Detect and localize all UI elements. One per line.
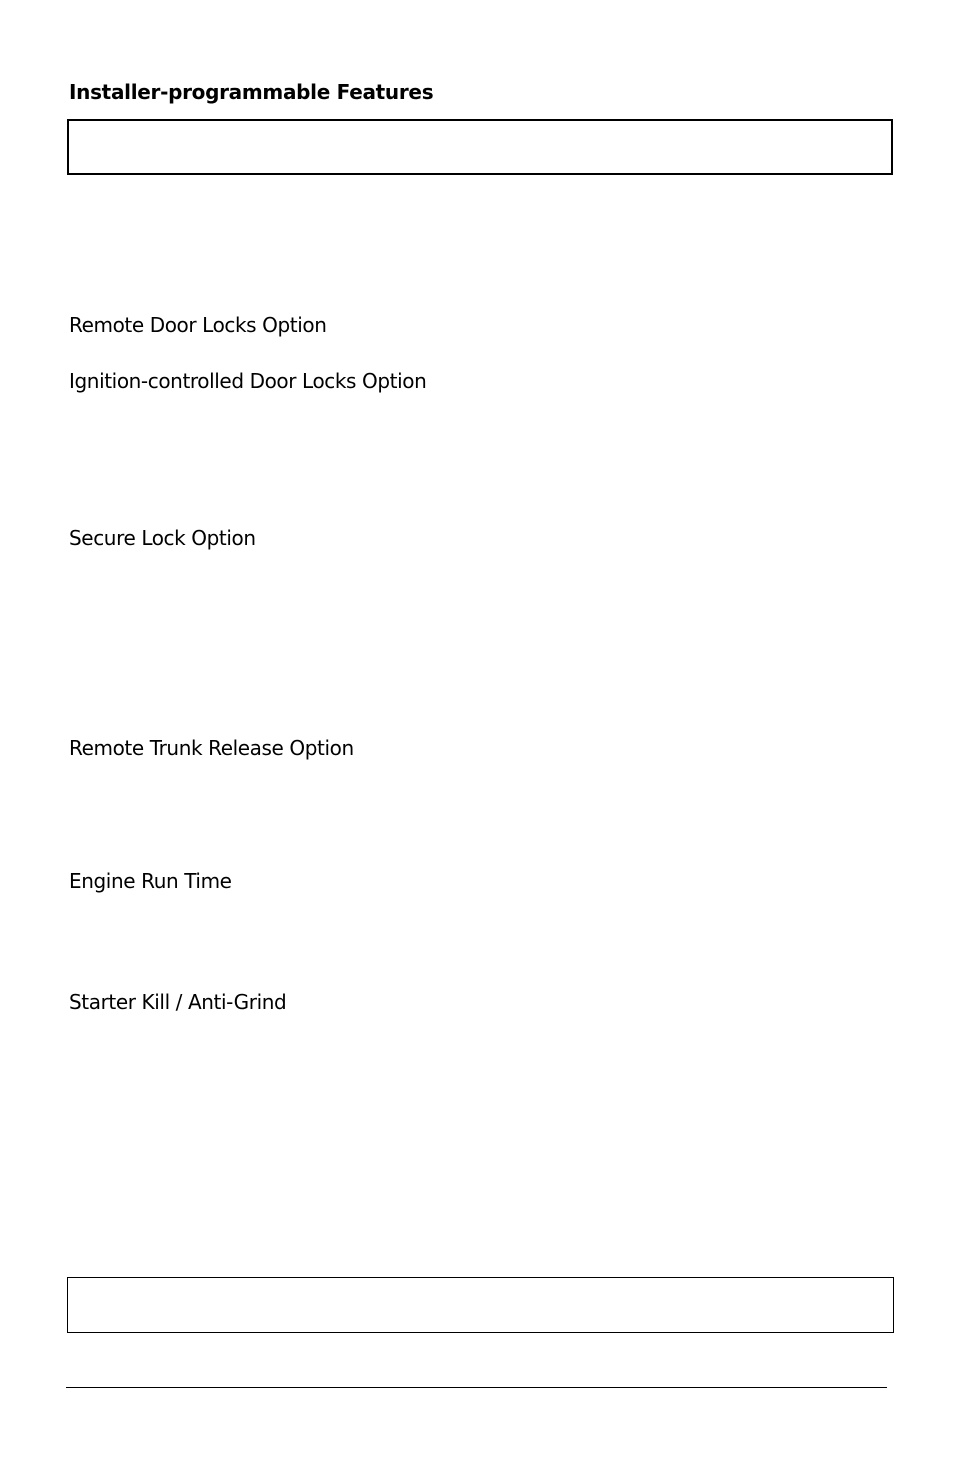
feature-engine-run-time: Engine Run Time (69, 869, 232, 893)
feature-secure-lock: Secure Lock Option (69, 526, 256, 550)
feature-remote-trunk-release: Remote Trunk Release Option (69, 736, 354, 760)
feature-ignition-controlled-door-locks: Ignition-controlled Door Locks Option (69, 369, 427, 393)
feature-starter-kill-anti-grind: Starter Kill / Anti-Grind (69, 990, 287, 1014)
notice-box-bottom (67, 1277, 894, 1333)
feature-remote-door-locks: Remote Door Locks Option (69, 313, 327, 337)
footer-divider (66, 1387, 887, 1388)
section-heading: Installer-programmable Features (69, 80, 434, 104)
notice-box-top (67, 119, 893, 175)
